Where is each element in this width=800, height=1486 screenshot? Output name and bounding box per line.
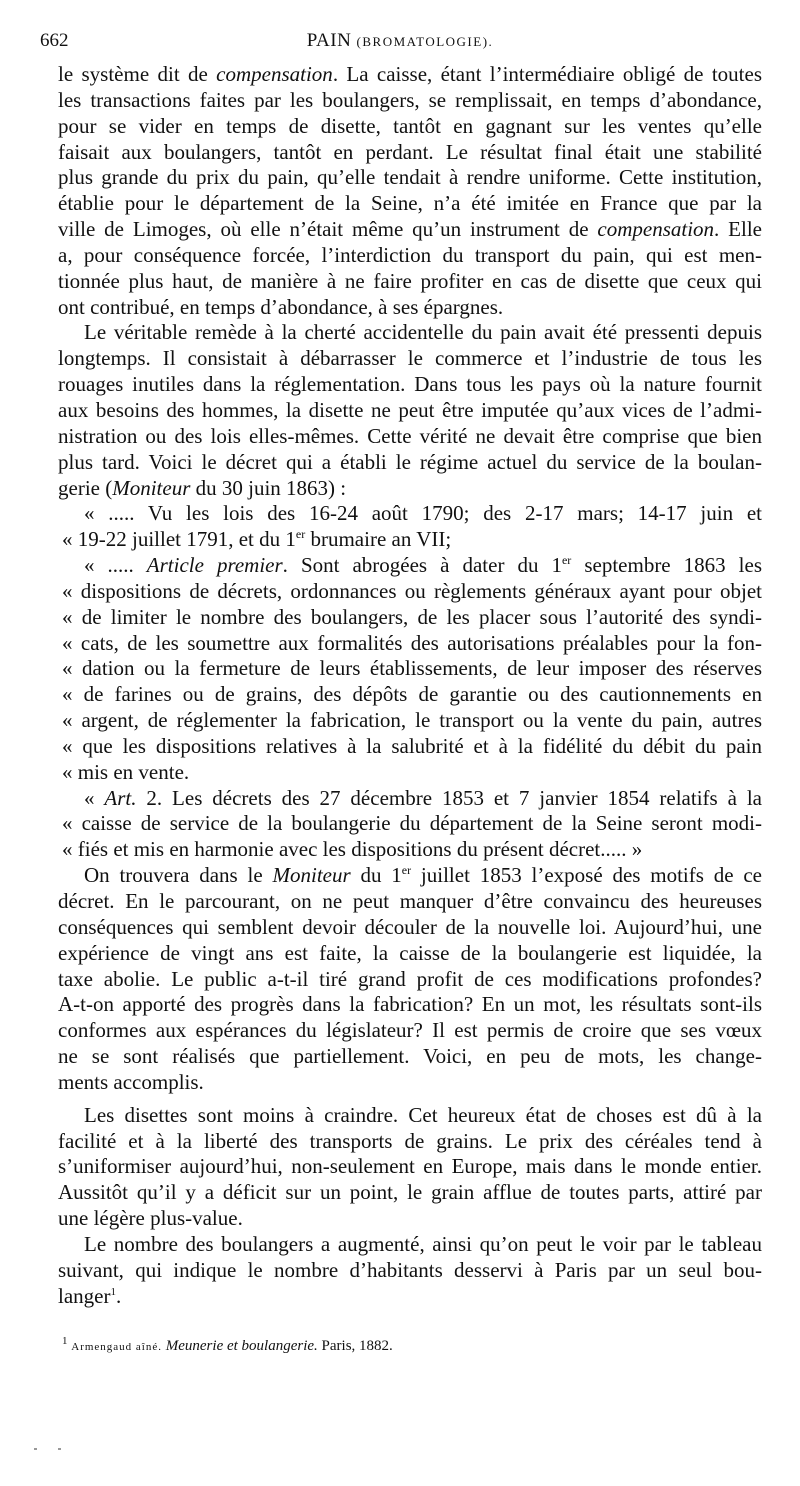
text-line: ont contribué, en temps d’abondance, à ses épargnes.	[58, 294, 504, 319]
text-line: taxe abolie. Le public a-t-il tiré grand profit de ces modifications profondes?	[58, 966, 762, 991]
quote-line: « que les dispositions relatives à la salubrité et à la fidélité du débit du pain	[62, 733, 762, 758]
text-line: nistration ou des lois elles-mêmes. Cette vérité ne devait être comprise que bien	[58, 423, 762, 448]
footnote-title: Meunerie et boulangerie.	[165, 1338, 318, 1354]
quote-line: « dation ou la fermeture de leurs établissements, de leur imposer des réserves	[62, 656, 762, 681]
quote-line: « argent, de réglementer la fabrication, le transport ou la vente du pain, autres	[62, 708, 762, 733]
text-segment: langer	[58, 1283, 111, 1308]
text-line: expérience de vingt ans est faite, la caisse de la boulangerie est liquidée, la	[58, 940, 762, 965]
quote-line: « de farines ou de grains, des dépôts de garantie ou des cautionnements en	[62, 682, 762, 707]
text-line: A-t-on apporté des progrès dans la fabrication? En un mot, les résultats sont-ils	[58, 992, 762, 1017]
text-line: suivant, qui indique le nombre d’habitants desservi à Paris par un seul bou-	[58, 1257, 762, 1282]
running-head	[40, 30, 760, 52]
body-text	[58, 62, 762, 1310]
scan-speck	[34, 1448, 37, 1450]
quote-line: « fiés et mis en harmonie avec les dispositions du présent décret..... »	[62, 837, 643, 862]
text-line: a, pour conséquence forcée, l’interdiction du transport du pain, qui est men-	[58, 242, 762, 267]
text-line: décret. En le parcourant, on ne peut manquer d’être convaincu des heureuses	[58, 889, 762, 913]
text-line: tionnée plus haut, de manière à ne faire profiter en cas de disette que ceux qui	[58, 268, 762, 293]
footnote-author: Armengaud aîné.	[71, 1341, 162, 1353]
footnote-marker: 1	[62, 1335, 68, 1347]
text-line: ments accomplis.	[58, 1069, 204, 1094]
quote-line: « ..... Article premier. Sont abrogées à dater du 1er septembre 1863 les	[84, 553, 762, 578]
text-line: ne se sont réalisés que partiellement. Voici, en peu de mots, les change-	[58, 1044, 762, 1069]
text-line: longtemps. Il consistait à débarrasser le commerce et l’industrie de tous les	[58, 346, 762, 371]
text-line: conformes aux espérances du législateur? Il est permis de croire que ses vœux	[58, 1018, 762, 1043]
quote-line: « cats, de les soumettre aux formalités des autorisations préalables pour la fon-	[62, 630, 762, 655]
footnote-reference: 1	[110, 1285, 116, 1298]
scan-speck	[58, 1448, 61, 1450]
quote-line: « de limiter le nombre des boulangers, de les placer sous l’autorité des syndi-	[62, 604, 762, 629]
page-header	[40, 30, 760, 56]
text-line: Le nombre des boulangers a augmenté, ainsi qu’on peut le voir par le tableau	[84, 1231, 762, 1256]
quote-line: « Art. 2. Les décrets des 27 décembre 1853 et 7 janvier 1854 relatifs à la	[84, 785, 762, 810]
text-line: Le véritable remède à la cherté accidentelle du pain avait été pressenti depuis	[84, 320, 762, 345]
quote-line: « caisse de service de la boulangerie du département de la Seine seront modi-	[62, 811, 762, 836]
page-number: 662	[40, 30, 69, 51]
text-line	[58, 62, 762, 88]
quote-line: « 19-22 juillet 1791, et du 1er brumaire an VII;	[62, 527, 452, 552]
running-head-title: PAIN	[306, 30, 352, 51]
text-segment: le système dit de compensation. La caisse, étant l’intermédiaire obligé de toutes	[58, 62, 762, 86]
text-line: plus tard. Voici le décret qui a établi le régime actuel du service de la boulan-	[58, 449, 762, 474]
text-line: établie pour le département de la Seine, n’a été imitée en France que par la	[58, 191, 762, 216]
text-line: pour se vider en temps de disette, tantôt en gagnant sur les ventes qu’elle	[58, 113, 762, 138]
text-line: Aussitôt qu’il y a déficit sur un point, le grain afflue de toutes parts, attiré par	[58, 1180, 762, 1205]
text-line: gerie (Moniteur du 30 juin 1863) :	[58, 475, 347, 500]
quote-line: « ..... Vu les lois des 16-24 août 1790; des 2-17 mars; 14-17 juin et	[84, 501, 762, 526]
running-head-subtitle: (BROMATOLOGIE).	[356, 34, 494, 49]
text-line: conséquences qui semblent devoir découler de la nouvelle loi. Aujourd’hui, une	[58, 914, 762, 939]
text-line: langer$^1$.	[58, 1283, 122, 1308]
footnote	[62, 1336, 393, 1357]
text-line: rouages inutiles dans la réglementation. Dans tous les pays où la nature fournit	[58, 372, 762, 397]
text-line: ville de Limoges, où elle n’était même qu’un instrument de compensation. Elle	[58, 217, 762, 242]
text-line: plus grande du prix du pain, qu’elle tendait à rendre uniforme. Cette institution,	[58, 165, 762, 190]
text-line: facilité et à la liberté des transports de grains. Le prix des céréales tend à	[58, 1128, 762, 1153]
quote-line: « dispositions de décrets, ordonnances ou règlements généraux ayant pour objet	[62, 578, 762, 603]
text-line: aux besoins des hommes, la disette ne peut être imputée qu’aux vices de l’admi-	[58, 397, 762, 422]
text-line: On trouvera dans le Moniteur du 1er juillet 1853 l’exposé des motifs de ce	[84, 863, 762, 888]
text-line: une légère plus-value.	[58, 1206, 243, 1231]
text-line: Les disettes sont moins à craindre. Cet heureux état de choses est dû à la	[84, 1102, 762, 1127]
text-line: les transactions faites par les boulangers, se remplissait, en temps d’abondance,	[58, 87, 762, 112]
text-line: s’uniformiser aujourd’hui, non-seulement en Europe, mais dans le monde entier.	[58, 1154, 762, 1179]
text-line: faisait aux boulangers, tantôt en perdant. Le résultat final était une stabilité	[58, 139, 762, 164]
quote-line: « mis en vente.	[62, 759, 190, 784]
footnote-place-date: Paris, 1882.	[321, 1338, 393, 1354]
